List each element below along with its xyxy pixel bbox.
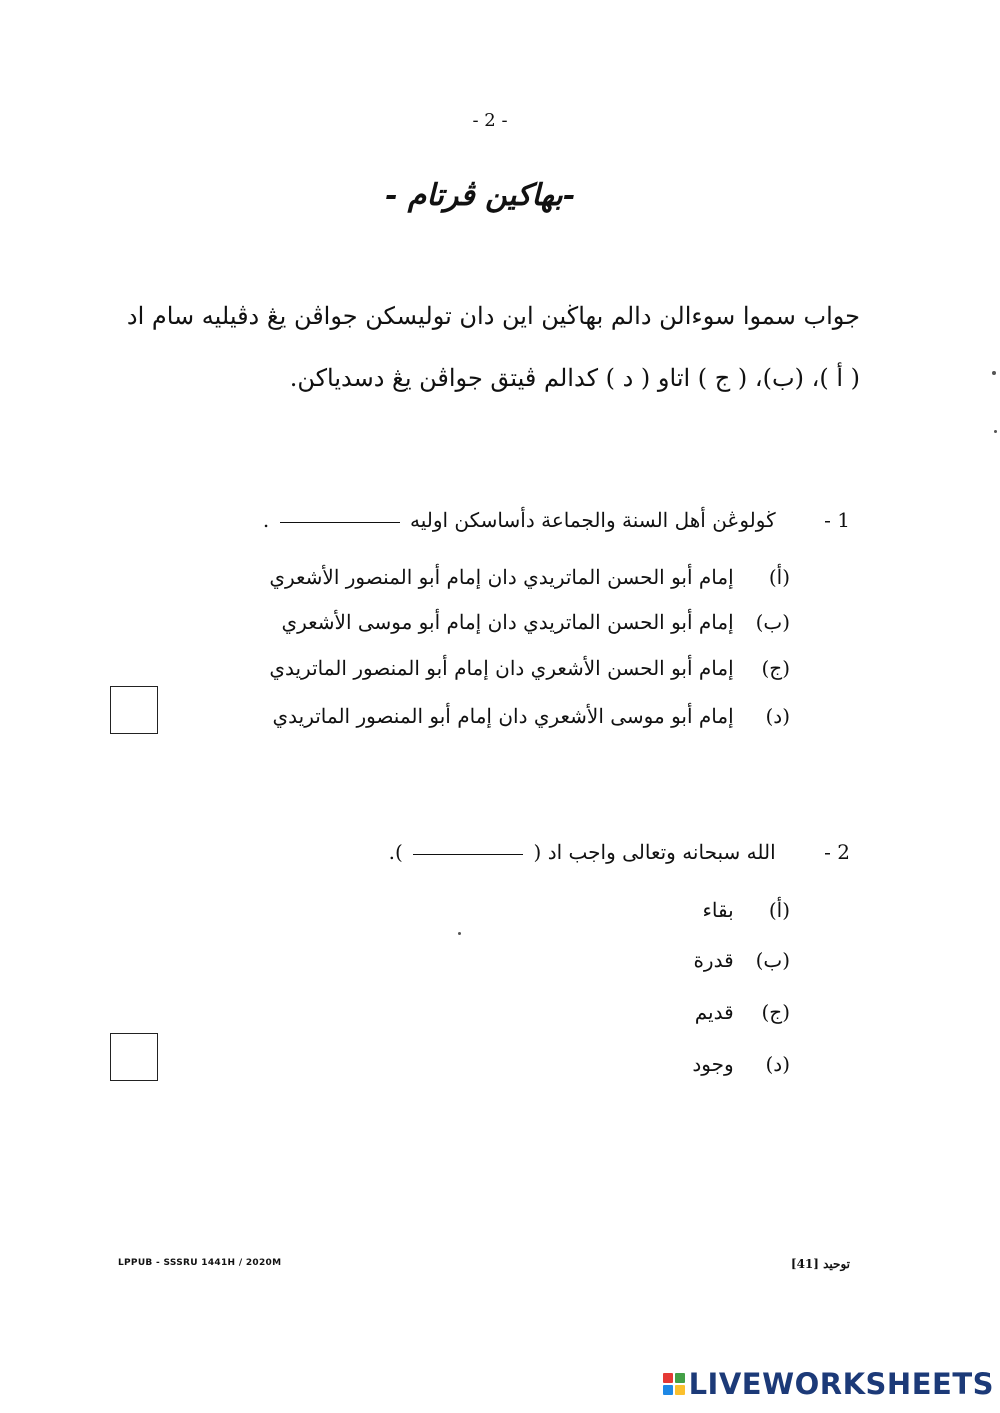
q2-option-b [693,948,790,972]
q2-option-d [692,1052,790,1076]
option-text: قدرة [693,948,734,972]
question-1-end: . [262,508,270,532]
footer-code: LPPUB - SSSRU 1441H / 2020M [118,1258,282,1268]
option-text: قديم [694,1000,734,1024]
scan-speck [992,371,996,375]
option-text: بقاء [702,898,734,922]
question-1-number: 1 - [824,508,850,532]
question-2-end: ). [388,840,403,864]
question-2-blank [413,853,523,855]
q1-option-a [269,565,790,589]
q1-option-d [272,704,790,728]
question-1-blank [280,521,400,523]
option-letter: (ج) [761,656,790,680]
answer-box-q1[interactable] [110,686,158,734]
option-text: إمام أبو الحسن الماتريدي دان إمام أبو موسى الأشعري [281,610,734,634]
option-letter: (ب) [755,948,790,972]
footer-subject: توحيد [41] [790,1257,850,1271]
option-letter: (د) [765,1052,790,1076]
logo-square [663,1385,673,1395]
logo-square [663,1373,673,1383]
instruction-text: جواب سموا سوءالن دالم بهاڬين اين دان توليسكن جواڤن يڠ دڤيليه سام اد ( أ )، (ب)، ( ج ) اتاو ( د ) كدالم ڤيتق جواڤن يڠ دسدياكن. [126,302,860,392]
q2-option-a [702,898,790,922]
q1-option-c [269,656,790,680]
option-letter: (أ) [768,898,790,922]
option-letter: (ج) [761,1000,790,1024]
scan-speck [458,932,461,935]
question-1-stem: ڬولوڠن أهل السنة والجماعة دأساسكن اوليه [409,508,776,532]
question-1 [263,508,850,532]
question-2-stem: الله سبحانه وتعالى واجب اد ( [533,840,776,864]
question-2-number: 2 - [824,840,850,864]
brand-name: LIVEWORKSHEETS [688,1367,994,1401]
option-text: وجود [692,1052,734,1076]
option-text: إمام أبو موسى الأشعري دان إمام أبو المنصور الماتريدي [272,704,734,728]
q2-option-c [695,1000,790,1024]
brand-logo-icon [663,1373,685,1395]
answer-box-q2[interactable] [110,1033,158,1081]
option-letter: (ب) [755,610,790,634]
option-letter: (أ) [768,565,790,589]
logo-square [675,1373,685,1383]
page-number: - 2 - [472,110,508,131]
logo-square [675,1385,685,1395]
section-title: -بهاكين ڤرتام - [384,178,576,213]
option-letter: (د) [765,704,790,728]
q1-option-b [281,610,790,634]
question-2 [389,840,850,864]
option-text: إمام أبو الحسن الماتريدي دان إمام أبو المنصور الأشعري [269,565,734,589]
scan-speck [994,430,997,433]
option-text: إمام أبو الحسن الأشعري دان إمام أبو المنصور الماتريدي [269,656,734,680]
brand-watermark[interactable] [663,1367,994,1401]
